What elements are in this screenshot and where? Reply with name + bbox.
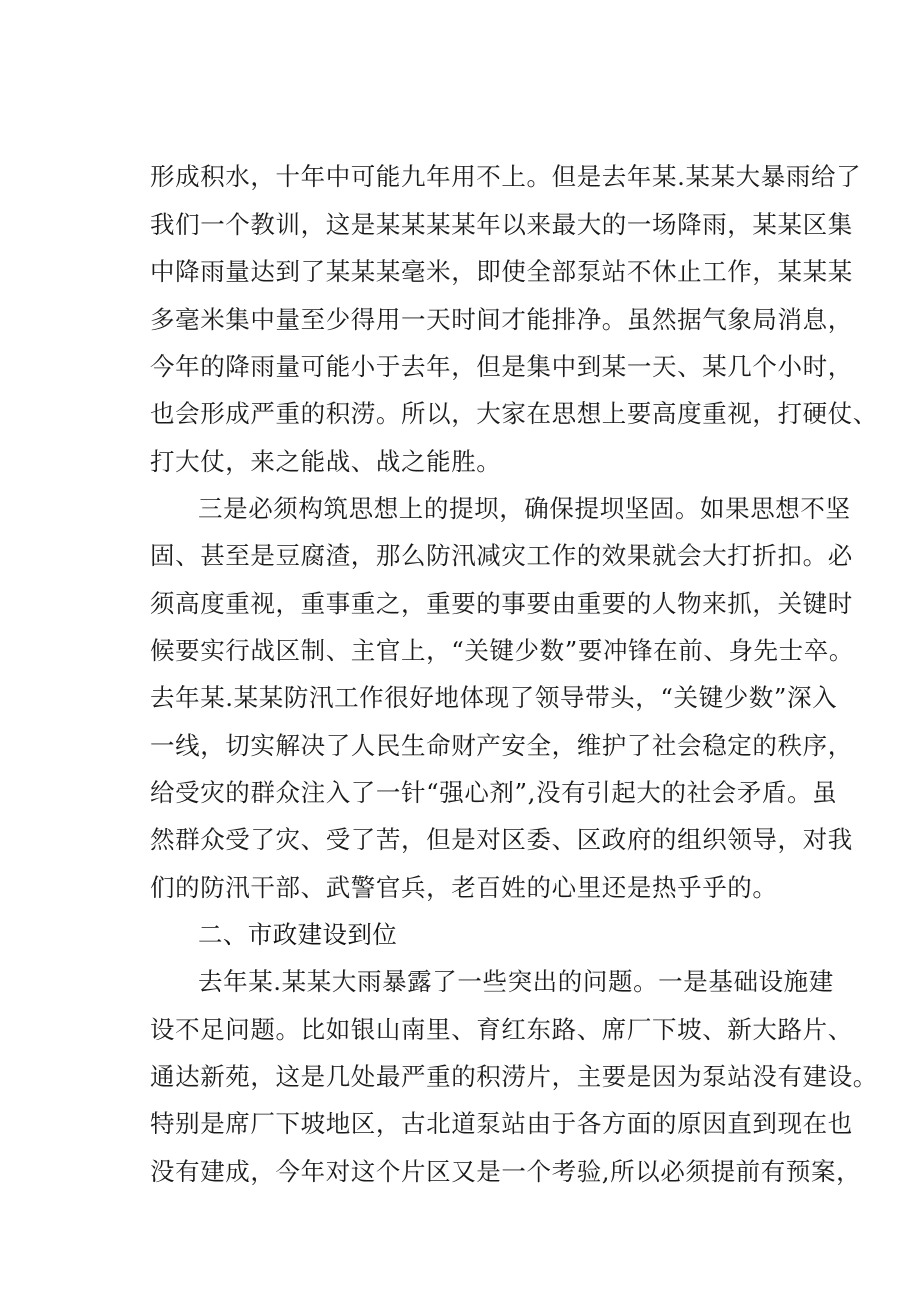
text-line: 打大仗，来之能战、战之能胜。 [150, 447, 502, 476]
text-line: 一线，切实解决了人民生命财产安全，维护了社会稳定的秩序， [150, 731, 853, 760]
text-line: 没有建成，今年对这个片区又是一个考验,所以必须提前有预案， [150, 1157, 862, 1186]
text-line: 通达新苑，这是几处最严重的积涝片，主要是因为泵站没有建设。 [150, 1062, 878, 1091]
text-line: 候要实行战区制、主官上，“关键少数”要冲锋在前、身先士卒。 [150, 636, 854, 665]
text-line: 特别是席厂下坡地区，古北道泵站由于各方面的原因直到现在也 [150, 1109, 853, 1138]
text-line: 去年某.某某防汛工作很好地体现了领导带头，“关键少数”深入 [150, 683, 838, 712]
text-line: 须高度重视，重事重之，重要的事要由重要的人物来抓，关键时 [150, 589, 853, 618]
text-line: 今年的降雨量可能小于去年，但是集中到某一天、某几个小时， [150, 352, 853, 381]
text-line: 我们一个教训，这是某某某某年以来最大的一场降雨，某某区集 [150, 210, 853, 239]
text-line: 形成积水，十年中可能九年用不上。但是去年某.某某大暴雨给了 [150, 162, 862, 191]
text-line: 给受灾的群众注入了一针“强心剂”,没有引起大的社会矛盾。虽 [150, 778, 838, 807]
text-line: 设不足问题。比如银山南里、育红东路、席厂下坡、新大路片、 [150, 1015, 853, 1044]
section-heading: 二、市政建设到位 [198, 920, 398, 949]
paragraph-first-line: 去年某.某某大雨暴露了一些突出的问题。一是基础设施建 [198, 967, 834, 996]
paragraph-first-line: 三是必须构筑思想上的提坝，确保提坝坚固。如果思想不坚 [198, 494, 851, 523]
text-line: 然群众受了灾、受了苦，但是对区委、区政府的组织领导，对我 [150, 825, 853, 854]
text-line: 多毫米集中量至少得用一天时间才能排净。虽然据气象局消息， [150, 305, 853, 334]
text-line: 也会形成严重的积涝。所以，大家在思想上要高度重视，打硬仗、 [150, 399, 878, 428]
text-line: 们的防汛干部、武警官兵，老百姓的心里还是热乎乎的。 [150, 873, 778, 902]
text-line: 中降雨量达到了某某某毫米，即使全部泵站不休止工作，某某某 [150, 257, 853, 286]
text-line: 固、甚至是豆腐渣，那么防汛减灾工作的效果就会大打折扣。必 [150, 541, 853, 570]
